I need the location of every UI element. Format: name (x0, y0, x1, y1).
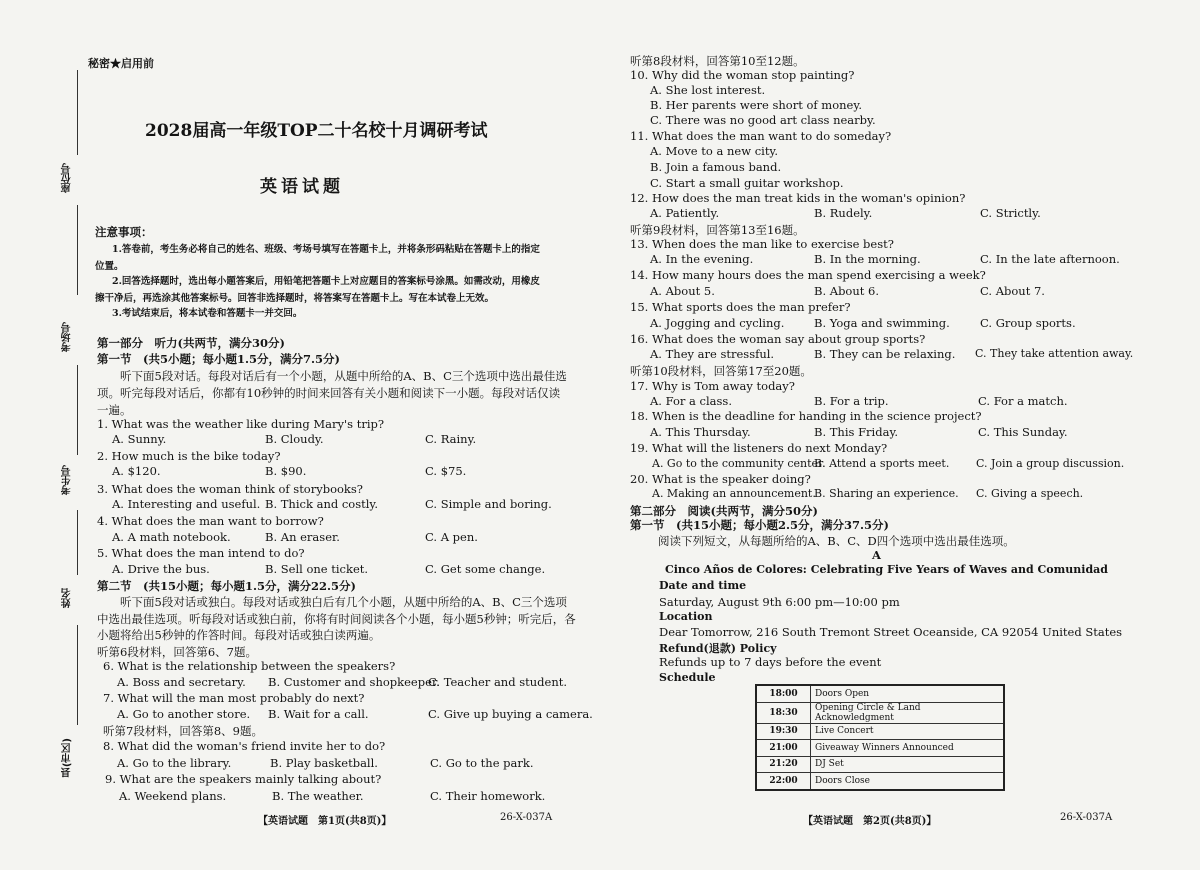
q9-option-b: B. The weather. (272, 789, 364, 803)
q12-option-a: A. Patiently. (650, 206, 720, 220)
schedule-item: Live Concert (811, 723, 1005, 740)
q19-option-b: B. Attend a sports meet. (814, 457, 950, 470)
q8-option-c: C. Go to the park. (430, 756, 534, 770)
q20-option-b: B. Sharing an experience. (814, 487, 959, 500)
q12-option-b: B. Rudely. (814, 206, 873, 220)
table-row (756, 723, 1004, 740)
material-6-heading: 听第6段材料，回答第6、7题。 (97, 645, 257, 659)
page-footer-right: 【英语试题 第2页(共8页)】 (803, 816, 937, 827)
q15-option-c: C. Group sports. (980, 316, 1076, 330)
question-6: 6. What is the relationship between the speakers? (103, 659, 396, 673)
q13-option-b: B. In the morning. (814, 252, 921, 266)
schedule-time: 18:30 (756, 702, 811, 723)
q17-option-c: C. For a match. (978, 394, 1068, 408)
section2-instruction-1: 听下面5段对话或独白。每段对话或独白后有几个小题，从题中所给的A、B、C三个选项 (120, 595, 567, 609)
q19-option-a: A. Go to the community center. (652, 457, 826, 470)
q17-option-b: B. For a trip. (814, 394, 889, 408)
date-label: Date and time (659, 579, 747, 592)
notice-3: 3.考试结束后，将本试卷和答题卡一并交回。 (112, 308, 303, 319)
question-12: 12. How does the man treat kids in the woman's opinion? (630, 191, 966, 205)
section1-instruction-2: 项。听完每段对话后，你都有10秒钟的时间来回答有关小题和阅读下一小题。每段对话仅读 (97, 386, 561, 400)
student-number-label: 考生号 (62, 465, 73, 495)
q16-option-a: A. They are stressful. (650, 347, 775, 361)
section1-instruction-3: 一遍。 (97, 403, 132, 417)
table-row (756, 773, 1004, 790)
q10-option-a: A. She lost interest. (650, 83, 766, 97)
schedule-time: 21:00 (756, 740, 811, 757)
section1-heading: 第一节 (共5小题；每小题1.5分，满分7.5分) (97, 352, 340, 366)
q18-option-b: B. This Friday. (814, 425, 899, 439)
page-footer-left: 【英语试题 第1页(共8页)】 (258, 816, 392, 827)
q16-option-c: C. They take attention away. (975, 347, 1134, 360)
q15-option-a: A. Jogging and cycling. (650, 316, 785, 330)
schedule-table (755, 684, 1005, 791)
question-5: 5. What does the man intend to do? (97, 546, 305, 560)
q7-option-c: C. Give up buying a camera. (428, 707, 593, 721)
q2-option-c: C. $75. (425, 464, 467, 478)
question-4: 4. What does the man want to borrow? (97, 514, 324, 528)
question-18: 18. When is the deadline for handing in the science project? (630, 409, 982, 423)
q11-option-c: C. Start a small guitar workshop. (650, 176, 844, 190)
question-20: 20. What is the speaker doing? (630, 472, 811, 486)
schedule-label: Schedule (659, 671, 716, 684)
q1-option-a: A. Sunny. (112, 432, 167, 446)
question-13: 13. When does the man like to exercise best? (630, 237, 894, 251)
notice-2b: 擦干净后，再选涂其他答案标号。回答非选择题时，将答案写在答题卡上。写在本试卷上无效。 (95, 293, 495, 304)
q3-option-c: C. Simple and boring. (425, 497, 552, 511)
binding-line (77, 205, 78, 295)
q2-option-a: A. $120. (112, 464, 161, 478)
notice-heading: 注意事项： (95, 225, 153, 239)
section2-instruction-3: 小题将给出5秒钟的作答时间。每段对话或独白读两遍。 (97, 628, 381, 642)
q9-option-a: A. Weekend plans. (119, 789, 227, 803)
exam-title: 2028届高一年级TOP二十名校十月调研考试 (145, 121, 488, 141)
q20-option-a: A. Making an announcement. (652, 487, 816, 500)
event-date: Saturday, August 9th 6:00 pm—10:00 pm (659, 595, 900, 609)
q10-option-b: B. Her parents were short of money. (650, 98, 862, 112)
seat-number-label: 座位号 (62, 163, 73, 193)
q6-option-c: C. Teacher and student. (428, 675, 568, 689)
q16-option-b: B. They can be relaxing. (814, 347, 956, 361)
q4-option-c: C. A pen. (425, 530, 478, 544)
table-row (756, 740, 1004, 757)
material-8-heading: 听第8段材料，回答第10至12题。 (630, 54, 805, 68)
part2-heading: 第二部分 阅读(共两节，满分50分) (630, 504, 818, 518)
event-location: Dear Tomorrow, 216 South Tremont Street Oceanside, CA 92054 United States (659, 625, 1123, 639)
part1-heading: 第一部分 听力(共两节，满分30分) (97, 336, 285, 350)
question-11: 11. What does the man want to do someday? (630, 129, 892, 143)
refund-policy: Refunds up to 7 days before the event (659, 655, 882, 669)
q2-option-b: B. $90. (265, 464, 307, 478)
schedule-time: 19:30 (756, 723, 811, 740)
question-10: 10. Why did the woman stop painting? (630, 68, 855, 82)
schedule-item: DJ Set (811, 756, 1005, 773)
notice-1b: 位置。 (95, 261, 124, 272)
passage-label: A (872, 548, 881, 562)
table-row (756, 756, 1004, 773)
material-7-heading: 听第7段材料，回答第8、9题。 (103, 724, 263, 738)
passage-title: Cinco Años de Colores: Celebrating Five Years of Waves and Comunidad (665, 563, 1108, 576)
schedule-time: 21:20 (756, 756, 811, 773)
question-17: 17. Why is Tom away today? (630, 379, 795, 393)
q10-option-c: C. There was no good art class nearby. (650, 113, 876, 127)
reading-section1-heading: 第一节 (共15小题；每小题2.5分，满分37.5分) (630, 518, 889, 532)
q13-option-a: A. In the evening. (650, 252, 754, 266)
q5-option-b: B. Sell one ticket. (265, 562, 369, 576)
confidential-mark: 秘密★启用前 (88, 57, 154, 70)
q6-option-a: A. Boss and secretary. (117, 675, 246, 689)
question-3: 3. What does the woman think of storybooks? (97, 482, 363, 496)
exam-subtitle: 英语试题 (260, 177, 344, 197)
binding-line (77, 70, 78, 155)
location-label: Location (659, 610, 713, 623)
notice-2: 2.回答选择题时，选出每小题答案后，用铅笔把答题卡上对应题目的答案标号涂黑。如需改动，用橡皮 (112, 276, 540, 287)
q5-option-c: C. Get some change. (425, 562, 546, 576)
reading-instruction: 阅读下列短文，从每题所给的A、B、C、D四个选项中选出最佳选项。 (658, 534, 1015, 548)
q18-option-a: A. This Thursday. (650, 425, 751, 439)
schedule-time: 18:00 (756, 685, 811, 702)
q4-option-b: B. An eraser. (265, 530, 340, 544)
section1-instruction-1: 听下面5段对话。每段对话后有一个小题，从题中所给的A、B、C三个选项中选出最佳选 (120, 369, 567, 383)
q11-option-a: A. Move to a new city. (650, 144, 779, 158)
table-row (756, 702, 1004, 723)
q18-option-c: C. This Sunday. (978, 425, 1068, 439)
q17-option-a: A. For a class. (650, 394, 732, 408)
q3-option-b: B. Thick and costly. (265, 497, 379, 511)
q3-option-a: A. Interesting and useful. (112, 497, 261, 511)
county-label: 县(市区) (62, 738, 73, 778)
material-9-heading: 听第9段材料，回答第13至16题。 (630, 223, 805, 237)
q13-option-c: C. In the late afternoon. (980, 252, 1120, 266)
q9-option-c: C. Their homework. (430, 789, 546, 803)
question-14: 14. How many hours does the man spend exercising a week? (630, 268, 986, 282)
question-16: 16. What does the woman say about group sports? (630, 332, 926, 346)
table-row (756, 685, 1004, 702)
binding-line (77, 365, 78, 455)
q14-option-a: A. About 5. (650, 284, 715, 298)
question-7: 7. What will the man most probably do next? (103, 691, 365, 705)
schedule-item: Doors Close (811, 773, 1005, 790)
exam-room-label: 考场号 (62, 322, 73, 352)
notice-1: 1.答卷前，考生务必将自己的姓名、班级、考场号填写在答题卡上，并将条形码粘贴在答题卡上的指定 (112, 244, 540, 255)
question-1: 1. What was the weather like during Mary's trip? (97, 417, 385, 431)
binding-line (77, 510, 78, 575)
q19-option-c: C. Join a group discussion. (976, 457, 1125, 470)
section2-heading: 第二节 (共15小题；每小题1.5分，满分22.5分) (97, 579, 356, 593)
q15-option-b: B. Yoga and swimming. (814, 316, 950, 330)
schedule-item: Giveaway Winners Announced (811, 740, 1005, 757)
q1-option-b: B. Cloudy. (265, 432, 324, 446)
schedule-time: 22:00 (756, 773, 811, 790)
question-15: 15. What sports does the man prefer? (630, 300, 851, 314)
name-label: 姓名 (62, 588, 73, 608)
q4-option-a: A. A math notebook. (112, 530, 231, 544)
page-code-right: 26-X-037A (1060, 812, 1113, 823)
question-9: 9. What are the speakers mainly talking about? (105, 772, 382, 786)
q5-option-a: A. Drive the bus. (112, 562, 210, 576)
q1-option-c: C. Rainy. (425, 432, 477, 446)
q14-option-b: B. About 6. (814, 284, 880, 298)
q8-option-a: A. Go to the library. (117, 756, 232, 770)
question-8: 8. What did the woman's friend invite her to do? (103, 739, 386, 753)
binding-line (77, 625, 78, 725)
q7-option-b: B. Wait for a call. (268, 707, 369, 721)
q12-option-c: C. Strictly. (980, 206, 1041, 220)
q6-option-b: B. Customer and shopkeeper. (268, 675, 440, 689)
question-2: 2. How much is the bike today? (97, 449, 281, 463)
q11-option-b: B. Join a famous band. (650, 160, 782, 174)
section2-instruction-2: 中选出最佳选项。听每段对话或独白前，你将有时间阅读各个小题，每小题5秒钟；听完后，各 (97, 612, 576, 626)
q20-option-c: C. Giving a speech. (976, 487, 1084, 500)
question-19: 19. What will the listeners do next Monday? (630, 441, 888, 455)
material-10-heading: 听第10段材料，回答第17至20题。 (630, 364, 812, 378)
q14-option-c: C. About 7. (980, 284, 1045, 298)
schedule-item: Opening Circle & Land Acknowledgment (811, 702, 1005, 723)
page-code-left: 26-X-037A (500, 812, 553, 823)
q7-option-a: A. Go to another store. (117, 707, 251, 721)
q8-option-b: B. Play basketball. (270, 756, 378, 770)
refund-label: Refund(退款) Policy (659, 642, 777, 655)
schedule-item: Doors Open (811, 685, 1005, 702)
